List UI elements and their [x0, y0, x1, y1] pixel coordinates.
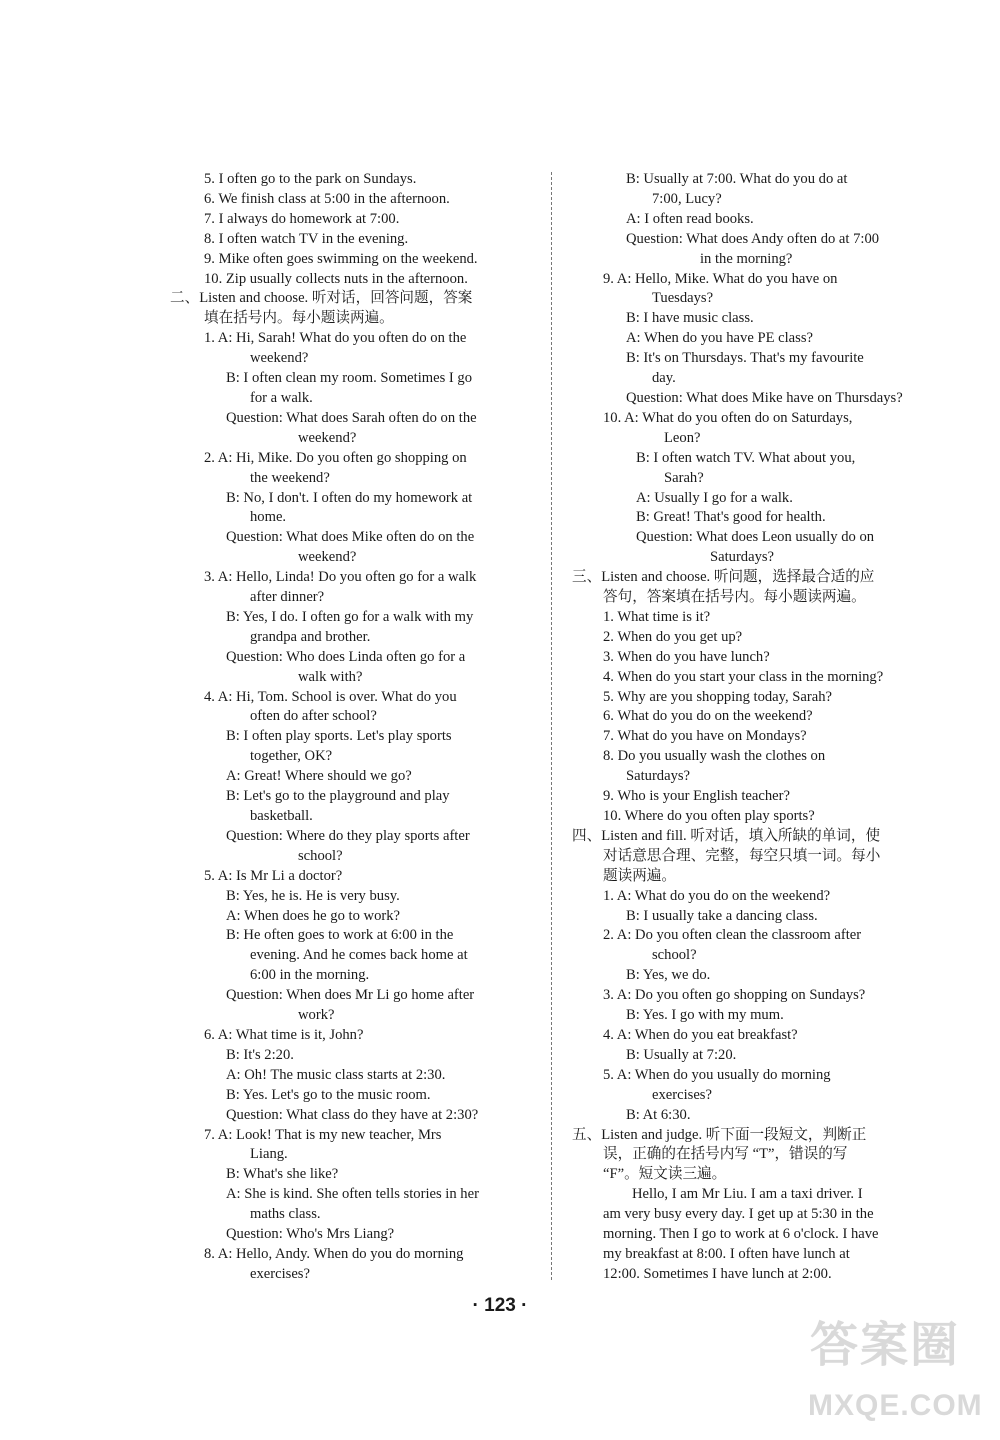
column-divider	[551, 172, 552, 1280]
text-line: 答句，答案填在括号内。每小题读两遍。	[603, 589, 866, 606]
text-line: 三、Listen and choose. 听问题，选择最合适的应	[572, 569, 875, 586]
text-line: 10. Where do you often play sports?	[603, 808, 815, 824]
text-line: 误，正确的在括号内写 “T”，错误的写	[603, 1146, 848, 1163]
text-line: Question: Who does Linda often go for a	[226, 648, 466, 665]
text-line: morning. Then I go to work at 6 o'clock. I have	[603, 1226, 879, 1243]
text-line: B: No, I don't. I often do my homework at	[226, 489, 473, 506]
text-line: A: She is kind. She often tells stories in her	[226, 1186, 479, 1203]
text-line: evening. And he comes back home at	[250, 947, 468, 964]
text-line: B: What's she like?	[226, 1166, 339, 1183]
text-line: B: I often watch TV. What about you,	[636, 449, 856, 466]
page-number: · 123 ·	[472, 1295, 528, 1316]
text-line: 五、Listen and judge. 听下面一段短文，判断正	[572, 1126, 867, 1143]
text-line: B: I have music class.	[626, 310, 754, 327]
text-line: Question: What does Mike have on Thursdays?	[626, 389, 903, 406]
text-line: A: Oh! The music class starts at 2:30.	[226, 1066, 446, 1083]
text-line: 3. A: Do you often go shopping on Sundays?	[603, 987, 866, 1004]
text-line: B: Yes, I do. I often go for a walk with my	[226, 608, 474, 625]
text-line: 5. A: Is Mr Li a doctor?	[204, 867, 343, 884]
text-line: work?	[298, 1007, 335, 1024]
text-line: 2. A: Do you often clean the classroom after	[603, 927, 862, 944]
text-line: B: Great! That's good for health.	[636, 509, 826, 526]
text-line: 2. A: Hi, Mike. Do you often go shopping on	[204, 449, 467, 466]
text-line: B: Usually at 7:20.	[626, 1046, 737, 1063]
text-line: school?	[652, 947, 697, 964]
text-line: 8. A: Hello, Andy. When do you do morning	[204, 1245, 464, 1262]
text-line: B: Yes, we do.	[626, 967, 711, 984]
text-line: Question: What does Leon usually do on	[636, 529, 875, 546]
text-line: the weekend?	[250, 469, 330, 486]
text-line: after dinner?	[250, 589, 325, 606]
text-line: home.	[250, 509, 287, 526]
text-line: 对话意思合理、完整，每空只填一词。每小	[603, 847, 881, 864]
text-line: 6:00 in the morning.	[250, 967, 370, 984]
text-line: my breakfast at 8:00. I often have lunch at	[603, 1245, 850, 1262]
text-line: B: Yes. I go with my mum.	[626, 1007, 784, 1024]
text-line: 10. Zip usually collects nuts in the afternoon.	[204, 270, 468, 287]
text-line: B: Yes. Let's go to the music room.	[226, 1086, 431, 1103]
text-line: B: I often play sports. Let's play sports	[226, 728, 452, 745]
text-line: exercises?	[250, 1265, 310, 1282]
text-line: 7. A: Look! That is my new teacher, Mrs	[204, 1126, 442, 1143]
text-line: 5. Why are you shopping today, Sarah?	[603, 688, 832, 705]
text-line: weekend?	[298, 429, 357, 446]
text-line: in the morning?	[700, 250, 793, 267]
text-line: weekend?	[298, 549, 357, 566]
text-line: 4. A: Hi, Tom. School is over. What do you	[204, 688, 457, 705]
text-line: A: I often read books.	[626, 210, 754, 227]
watermark-text-top: 答案圈	[810, 1317, 961, 1373]
text-line: A: When do you have PE class?	[626, 330, 813, 347]
text-line: Question: What does Andy often do at 7:00	[626, 230, 880, 247]
text-line: 5. A: When do you usually do morning	[603, 1066, 831, 1083]
text-line: Saturdays?	[626, 768, 691, 785]
text-line: 12:00. Sometimes I have lunch at 2:00.	[603, 1265, 832, 1282]
text-line: 四、Listen and fill. 听对话，填入所缺的单词，使	[572, 827, 881, 844]
text-line: 8. I often watch TV in the evening.	[204, 230, 409, 247]
text-line: B: I often clean my room. Sometimes I go	[226, 370, 473, 387]
text-line: 9. Mike often goes swimming on the weekend.	[204, 250, 478, 267]
text-line: 10. A: What do you often do on Saturdays,	[603, 409, 853, 426]
text-line: B: Let's go to the playground and play	[226, 788, 450, 805]
text-line: Leon?	[664, 429, 701, 446]
text-line: 9. Who is your English teacher?	[603, 788, 790, 805]
text-line: Liang.	[250, 1146, 288, 1163]
text-line: basketball.	[250, 808, 313, 824]
text-line: 题读两遍。	[603, 867, 676, 884]
text-line: A: When does he go to work?	[226, 907, 401, 924]
text-line: 3. When do you have lunch?	[603, 648, 770, 665]
text-line: am very busy every day. I get up at 5:30 in the	[603, 1206, 874, 1223]
text-line: together, OK?	[250, 748, 333, 765]
text-line: B: I usually take a dancing class.	[626, 907, 818, 924]
text-line: 7. I always do homework at 7:00.	[204, 210, 400, 227]
text-line: weekend?	[250, 350, 309, 367]
text-line: Question: Where do they play sports after	[226, 827, 470, 844]
text-line: “F”。短文读三遍。	[603, 1166, 727, 1183]
text-line: B: Usually at 7:00. What do you do at	[626, 171, 848, 187]
text-line: B: It's on Thursdays. That's my favourite	[626, 350, 864, 367]
left-column	[170, 170, 532, 1285]
text-line: Saturdays?	[710, 549, 775, 566]
text-line: 8. Do you usually wash the clothes on	[603, 748, 826, 765]
text-line: Question: What does Mike often do on the	[226, 529, 475, 546]
text-line: A: Usually I go for a walk.	[636, 489, 793, 506]
text-line: B: It's 2:20.	[226, 1046, 294, 1063]
text-line: 填在括号内。每小题读两遍。	[204, 310, 394, 327]
text-line: 7:00, Lucy?	[652, 190, 722, 207]
text-line: Question: When does Mr Li go home after	[226, 987, 475, 1004]
text-line: 二、Listen and choose. 听对话，回答问题，答案	[170, 290, 473, 307]
watermark-text-bottom: MXQE.COM	[808, 1389, 983, 1422]
text-line: 1. A: What do you do on the weekend?	[603, 887, 831, 904]
text-line: Question: What class do they have at 2:30?	[226, 1106, 479, 1123]
watermark-logo	[800, 1317, 990, 1436]
text-line: Hello, I am Mr Liu. I am a taxi driver. I	[632, 1186, 863, 1203]
text-line: 1. A: Hi, Sarah! What do you often do on the	[204, 330, 467, 347]
text-line: school?	[298, 847, 343, 864]
text-line: walk with?	[298, 668, 363, 685]
text-line: B: He often goes to work at 6:00 in the	[226, 927, 454, 944]
text-line: 2. When do you get up?	[603, 628, 743, 645]
text-line: 7. What do you have on Mondays?	[603, 728, 807, 745]
text-line: B: Yes, he is. He is very busy.	[226, 887, 400, 904]
text-line: Question: Who's Mrs Liang?	[226, 1226, 395, 1243]
text-line: grandpa and brother.	[250, 628, 371, 645]
text-line: 6. What do you do on the weekend?	[603, 708, 813, 725]
text-line: Sarah?	[664, 469, 704, 486]
text-line: 4. A: When do you eat breakfast?	[603, 1026, 798, 1043]
text-line: Tuesdays?	[652, 290, 714, 307]
text-line: maths class.	[250, 1206, 321, 1223]
text-line: often do after school?	[250, 708, 377, 725]
text-line: A: Great! Where should we go?	[226, 768, 412, 785]
text-line: exercises?	[652, 1086, 712, 1103]
right-column	[572, 170, 934, 1285]
text-line: 1. What time is it?	[603, 608, 711, 625]
text-line: 6. A: What time is it, John?	[204, 1026, 364, 1043]
text-line: B: At 6:30.	[626, 1106, 691, 1123]
text-line: day.	[652, 370, 676, 387]
text-line: 6. We finish class at 5:00 in the afternoon.	[204, 190, 450, 207]
text-line: for a walk.	[250, 389, 313, 406]
text-line: 3. A: Hello, Linda! Do you often go for a walk	[204, 569, 477, 586]
text-line: 4. When do you start your class in the morning?	[603, 668, 884, 685]
text-line: 9. A: Hello, Mike. What do you have on	[603, 270, 838, 287]
text-line: 5. I often go to the park on Sundays.	[204, 171, 417, 187]
text-line: Question: What does Sarah often do on the	[226, 409, 477, 426]
